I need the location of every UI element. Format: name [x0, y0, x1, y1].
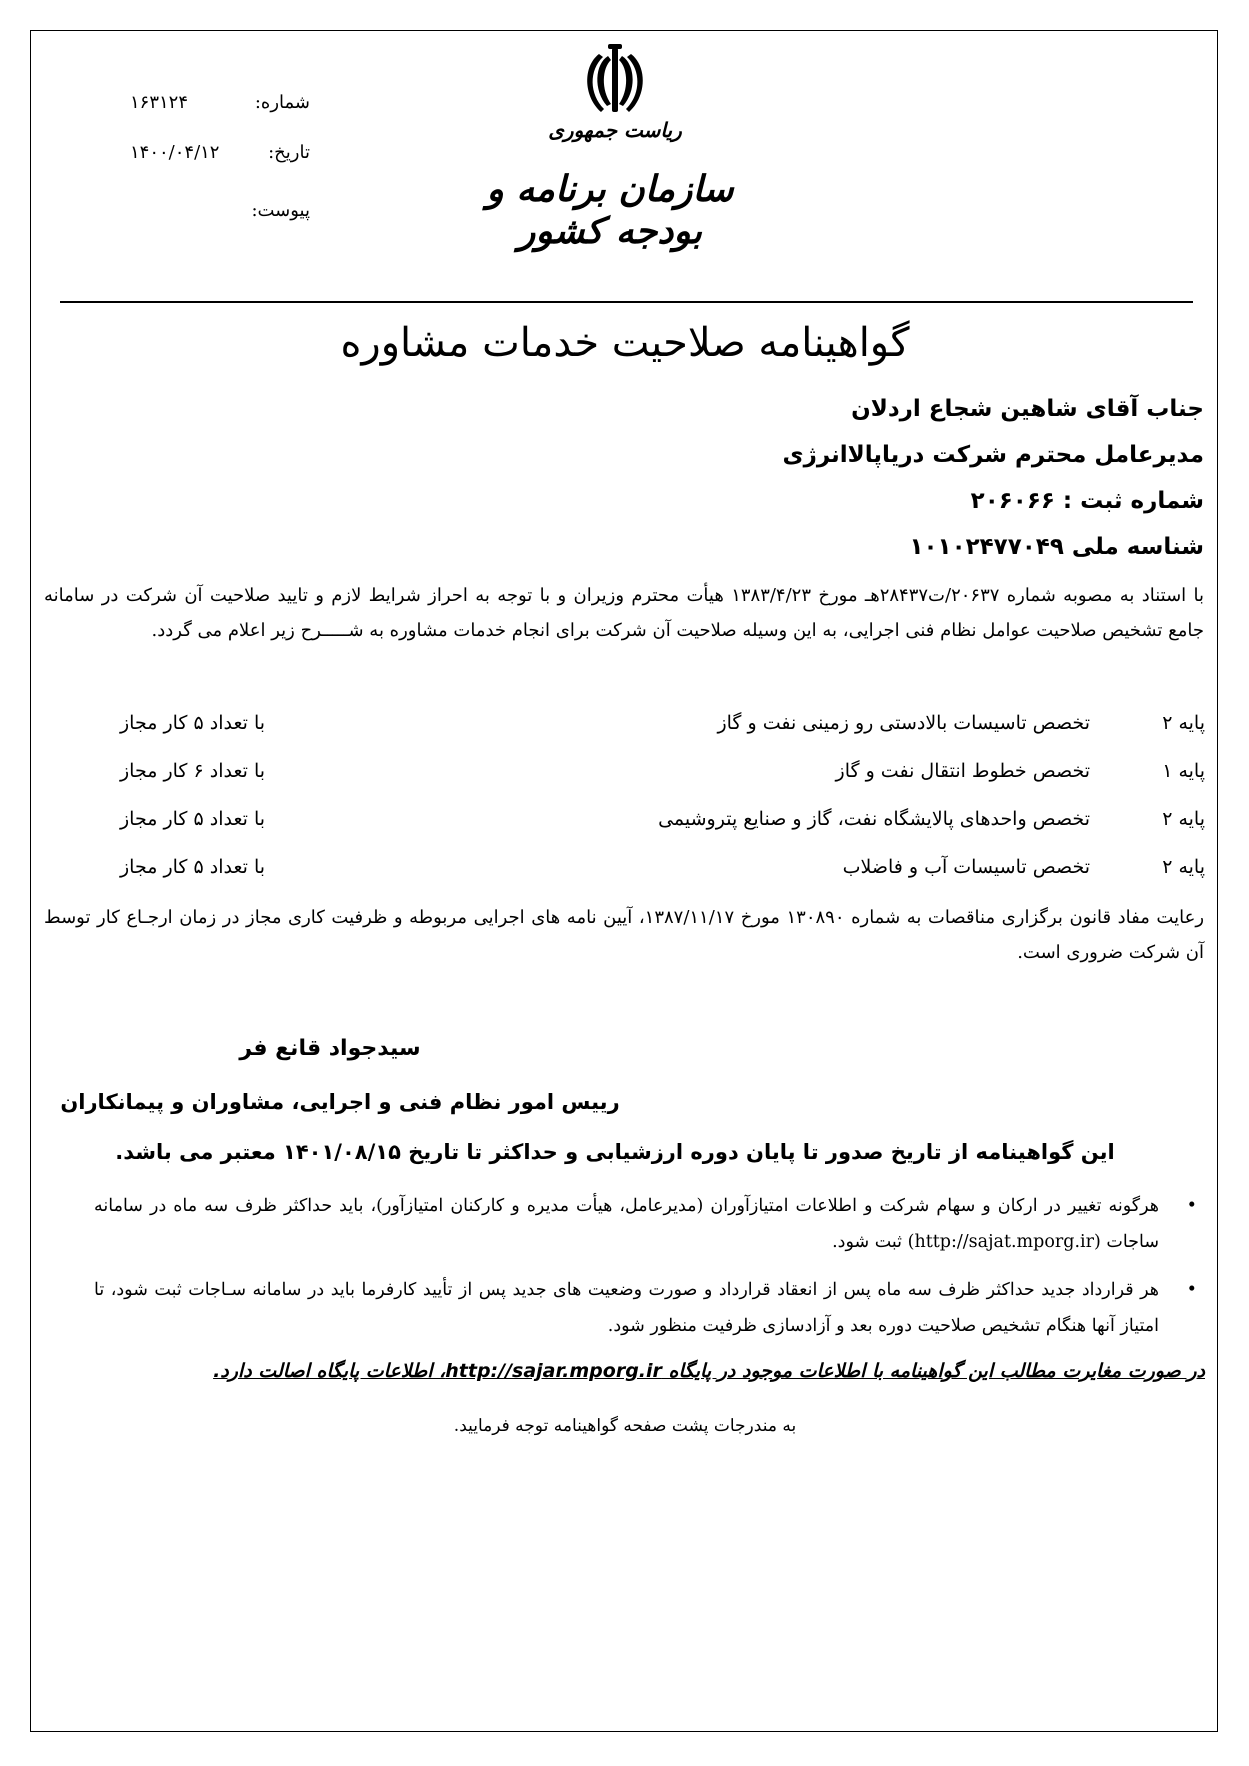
header-divider: [60, 301, 1193, 303]
note-text: هرگونه تغییر در ارکان و سهام شرکت و اطلاعات امتیازآوران (مدیرعامل، هیأت مدیره و کارکنان امتیازآور)، باید حداکثر ظرف سه ماه در سامانه ساجات (http://sajat.mporg.ir) ثبت شود.: [94, 1196, 1159, 1252]
note-item: [94, 1188, 1197, 1260]
specialty-row: [120, 712, 1205, 746]
signatory-position: رییس امور نظام فنی و اجرایی، مشاوران و پیمانکاران: [60, 1090, 620, 1114]
specialty-level: پایه ۱: [1162, 760, 1205, 782]
presidency-label: ریاست جمهوری: [548, 118, 682, 142]
specialty-level: پایه ۲: [1162, 856, 1205, 878]
specialty-row: [120, 808, 1205, 842]
bullet-icon: •: [1186, 1280, 1197, 1300]
letter-date-value: ۱۴۰۰/۰۴/۱۲: [130, 142, 220, 163]
specialty-row: [120, 760, 1205, 794]
specialty-level: پایه ۲: [1162, 712, 1205, 734]
specialty-row: [120, 856, 1205, 890]
compliance-paragraph: رعایت مفاد قانون برگزاری مناقصات به شماره ۱۳۰۸۹۰ مورخ ۱۳۸۷/۱۱/۱۷، آیین نامه های اجرایی مربوطه و ظرفیت کاری مجاز در زمان ارجـاع کار توسط آن شرکت ضروری است.: [44, 907, 1205, 963]
note-text: هر قرارداد جدید حداکثر ظرف سه ماه پس از انعقاد قرارداد و صورت وضعیت های جدید پس از تأیید کارفرما باید در سامانه سـاجات ثبت شود، تا امتیاز آنها هنگام تشخیص صلاحیت دوره بعد و آزادسازی ظرفیت منظور شود.: [94, 1280, 1159, 1336]
specialty-count: با تعداد ۶ کار مجاز: [120, 760, 266, 782]
iran-emblem-icon: [577, 42, 653, 118]
national-id: شناسه ملی ۱۰۱۰۲۴۷۷۰۴۹: [909, 534, 1204, 560]
specialty-description: تخصص واحدهای پالایشگاه نفت، گاز و صنایع پتروشیمی: [658, 808, 1090, 830]
letter-number-value: ۱۶۳۱۲۴: [130, 92, 189, 113]
letter-number-row: [130, 92, 310, 122]
specialty-description: تخصص تاسیسات بالادستی رو زمینی نفت و گاز: [717, 712, 1090, 734]
authenticity-note: در صورت مغایرت مطالب این گواهینامه با اطلاعات موجود در پایگاه http://sajar.mporg.ir، اطلاعات پایگاه اصالت دارد.: [213, 1360, 1205, 1382]
back-page-note: به مندرجات پشت صفحه گواهینامه توجه فرمایید.: [453, 1416, 797, 1436]
organization-name: سازمان برنامه و بودجه کشور: [486, 168, 734, 252]
note-item: [94, 1272, 1197, 1344]
specialty-count: با تعداد ۵ کار مجاز: [120, 712, 266, 734]
attachment-label: پیوست:: [251, 200, 310, 221]
addressee-role: مدیرعامل محترم شرکت دریاپالاانرژی: [782, 442, 1204, 468]
intro-paragraph: با استناد به مصوبه شماره ۲۰۶۳۷/ت۲۸۴۳۷هـ مورخ ۱۳۸۳/۴/۲۳ هیأت محترم وزیران و با توجه به احراز شرایط لازم و تایید صلاحیت آن شرکت در سامانه جامع تشخیص صلاحیت عوامل نظام فنی اجرایی، به این وسیله صلاحیت آن شرکت برای انجام خدمات مشاوره به شـــــرح زیر اعلام می گردد.: [44, 585, 1205, 641]
registration-number: شماره ثبت : ۲۰۶۰۶۶: [970, 488, 1204, 514]
signatory-name: سیدجواد قانع فر: [239, 1036, 421, 1061]
bullet-icon: •: [1186, 1196, 1197, 1216]
letter-date-label: تاریخ:: [268, 142, 310, 163]
specialty-count: با تعداد ۵ کار مجاز: [120, 808, 266, 830]
specialty-count: با تعداد ۵ کار مجاز: [120, 856, 266, 878]
specialty-description: تخصص تاسیسات آب و فاضلاب: [842, 856, 1090, 878]
letter-number-label: شماره:: [254, 92, 310, 113]
validity-statement: این گواهینامه از تاریخ صدور تا پایان دوره ارزشیابی و حداکثر تا تاریخ ۱۴۰۱/۰۸/۱۵ معتبر می باشد.: [115, 1140, 1115, 1164]
certificate-title: گواهینامه صلاحیت خدمات مشاوره: [340, 320, 910, 366]
addressee-name: جناب آقای شاهین شجاع اردلان: [851, 396, 1204, 422]
specialty-level: پایه ۲: [1162, 808, 1205, 830]
specialty-description: تخصص خطوط انتقال نفت و گاز: [835, 760, 1090, 782]
letter-date-row: [130, 142, 310, 172]
attachment-row: [130, 200, 310, 230]
